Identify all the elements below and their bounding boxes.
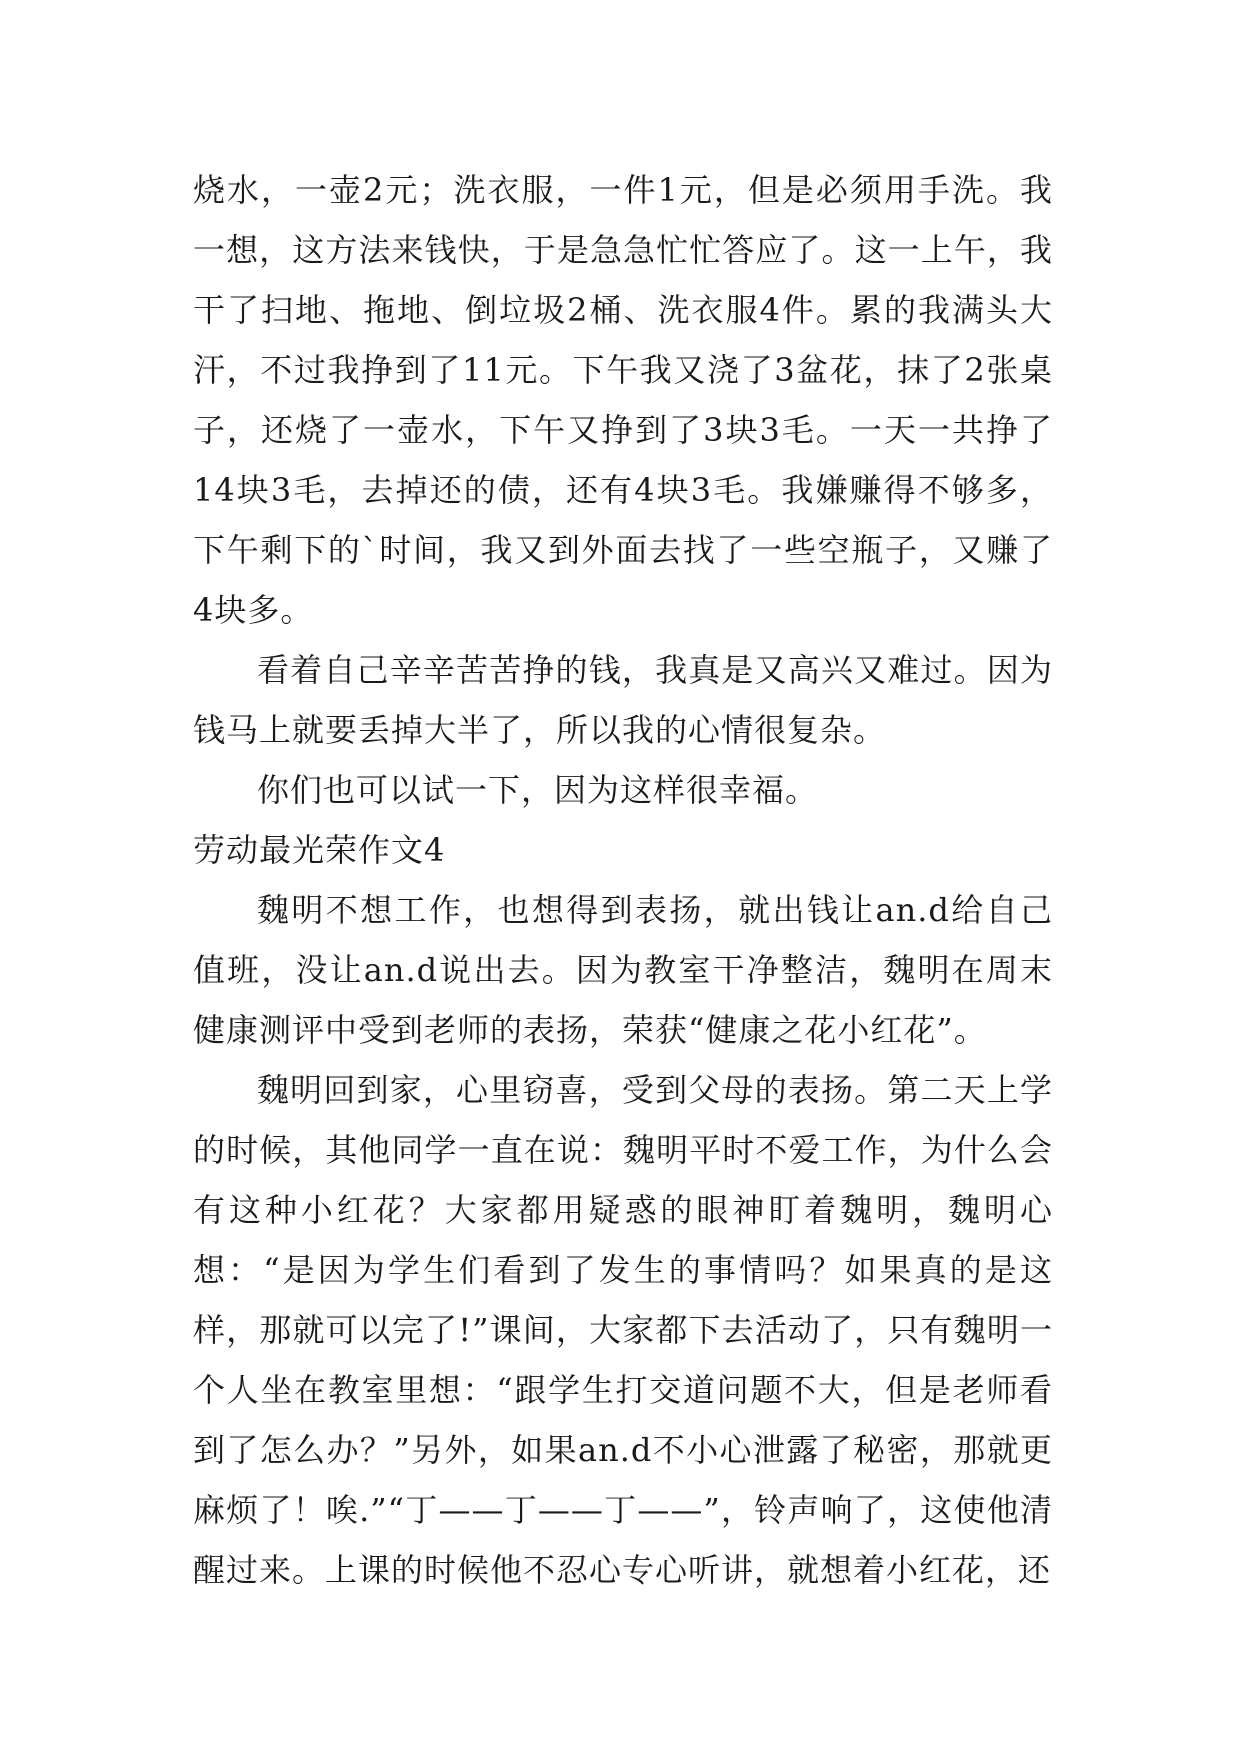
section-heading: 劳动最光荣作文4 bbox=[193, 831, 446, 869]
paragraph-4: 魏明不想工作，也想得到表扬，就出钱让an.d给自己值班，没让an.d说出去。因为教室干净整洁，魏明在周末健康测评中受到老师的表扬，荣获“健康之花小红花”。 bbox=[193, 891, 1053, 1049]
paragraph-1: 烧水，一壶2元；洗衣服，一件1元，但是必须用手洗。我一想，这方法来钱快，于是急急忙忙答应了。这一上午，我干了扫地、拖地、倒垃圾2桶、洗衣服4件。累的我满头大汗，不过我挣到了11元。下午我又浇了3盆花，抹了2张桌子，还烧了一壶水，下午又挣到了3块3毛。一天一共挣了14块3毛，去掉还的债，还有4块3毛。我嫌赚得不够多，下午剩下的`时间，我又到外面去找了一些空瓶子，又赚了4块多。 bbox=[193, 171, 1053, 629]
document-body bbox=[193, 160, 1053, 1600]
paragraph-2: 看着自己辛辛苦苦挣的钱，我真是又高兴又难过。因为钱马上就要丢掉大半了，所以我的心情很复杂。 bbox=[193, 651, 1053, 749]
paragraph-5: 魏明回到家，心里窃喜，受到父母的表扬。第二天上学的时候，其他同学一直在说：魏明平时不爱工作，为什么会有这种小红花？大家都用疑惑的眼神盯着魏明，魏明心想：“是因为学生们看到了发生的事情吗？如果真的是这样，那就可以完了!”课间，大家都下去活动了，只有魏明一个人坐在教室里想：“跟学生打交道问题不大，但是老师看到了怎么办？”另外，如果an.d不小心泄露了秘密，那就更麻烦了！唉.”“丁——丁——丁——”，铃声响了，这使他清醒过来。上课的时候他不忍心专心听讲，就想着小红花，还 bbox=[193, 1071, 1053, 1589]
paragraph-3: 你们也可以试一下，因为这样很幸福。 bbox=[257, 771, 819, 809]
